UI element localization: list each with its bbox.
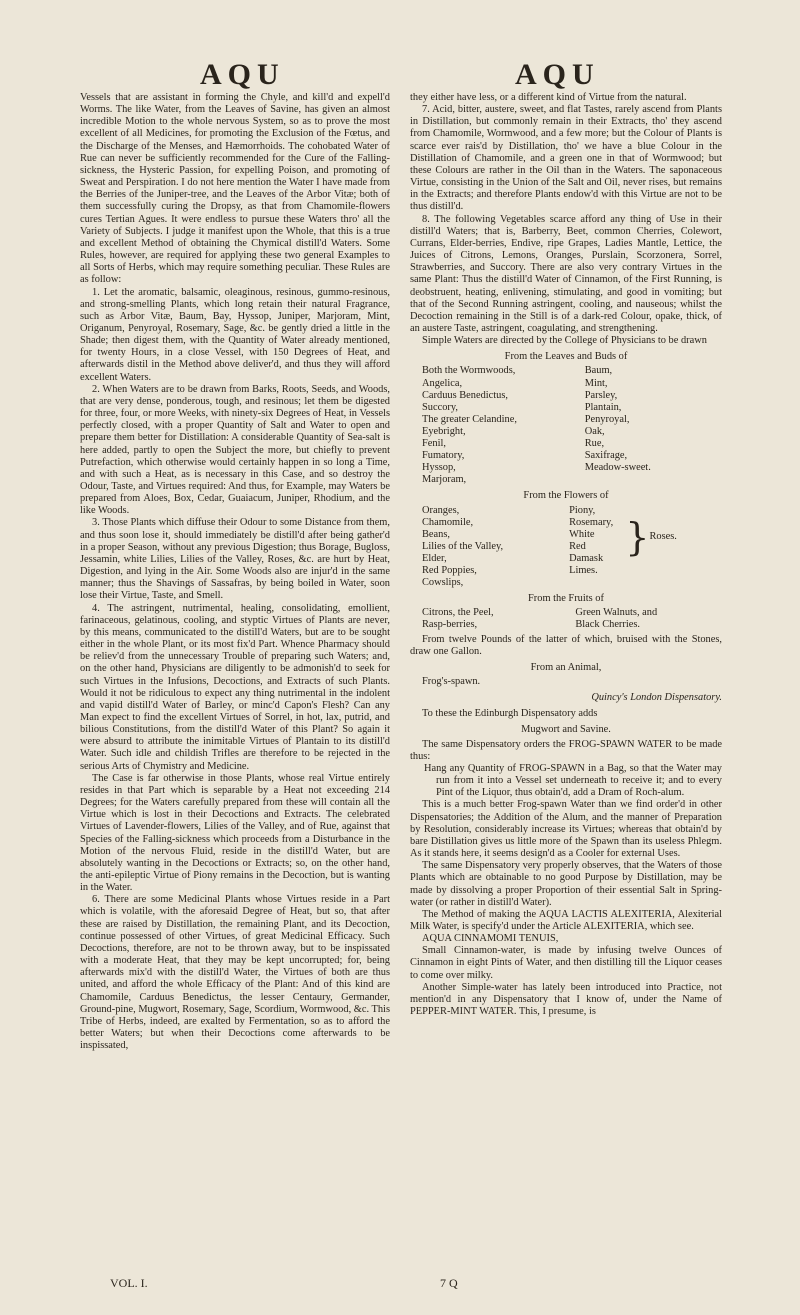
leaves-table xyxy=(410,365,722,486)
fruits-note: From twelve Pounds of the latter of which, bruised with the Stones, draw one Gallon. xyxy=(410,633,722,657)
list-item: Angelica, xyxy=(422,377,463,389)
paragraph: The same Dispensatory very properly observes, that the Waters of those Plants which are obtainable to no good Purpose by Distillation, may be made by dissolving a proper Proportion of their essential Salt in Spring-water (or rather in distill'd Water). xyxy=(410,860,722,908)
paragraph: they either have less, or a different kind of Virtue from the natural. xyxy=(410,92,687,103)
list-item: Rasp-berries, xyxy=(422,619,478,631)
list-item: Fumatory, xyxy=(422,450,465,462)
list-item: Oak, xyxy=(584,425,605,437)
list-item: Chamomile, xyxy=(422,516,474,528)
list-item: Eyebright, xyxy=(422,425,466,437)
list-item: Cowslips, xyxy=(422,577,464,589)
list-item: Hyssop, xyxy=(422,462,456,474)
list-item: Penyroyal, xyxy=(584,413,630,425)
frog-recipe: Hang any Quantity of FROG-SPAWN in a Bag, so that the Water may run from it into a Vessel set underneath to receive it; and to every Pint of the Liquor, thus obtain'd, add a Dram of Roch-alum. xyxy=(424,762,722,799)
list-item: Marjoram, xyxy=(422,474,467,486)
brace-symbol: } xyxy=(625,514,650,559)
paragraph: 3. Those Plants which diffuse their Odour to some Distance from them, and thus soon lose it, should immediately be distill'd after being gather'd in a proper Season, without any previous Digestion; thus Borage, Bugloss, Jessamin, white Lilies, Lilies of the Valley, Roses, &c. are hurt by Heat, Digestion, and lying in the Air. Some Woods also are injur'd in the same manner; thus the Shavings of Sassafras, by being boiled in Water, soon lose their Virtue, Taste, and Smell. xyxy=(80,517,390,602)
edinburgh-adds: Mugwort and Savine. xyxy=(521,724,611,736)
fruits-table xyxy=(410,607,722,631)
right-column xyxy=(410,92,722,1018)
paragraph: Vessels that are assistant in forming the Chyle, and kill'd and expell'd Worms. The like Water, from the Leaves of Savine, has given an almost incredible Motion to the whole nervous System, so as to prove the most excellent of all Medicines, for promoting the Exclusion of the Fœtus, and the Discharge of the Menses, and Hæmorrhoids. The cohobated Water of Rue can never be sufficiently recommended for the Cure of the Falling-sickness, the Hysteric Passion, for expelling Poison, and promoting of Sweat and Perspiration. I do not here mention the Water I have made from the Berries of the Juniper-tree, and the Leaves of the Arbor Vitæ; both of them successfully curing the Dropsy, as that from Chamomile-flowers cures Tertian Agues. It were endless to pursue these Waters thro' all the Variety of Subjects. I judge it manifest upon the Whole, that this is a true and excellent Method of obtaining the Chymical distill'd Waters. Some Rules, however, are required for applying these two general Examples to all Sorts of Herbs, which may require something peculiar. These Rules are as follow: xyxy=(80,92,390,286)
frog-intro: The same Dispensatory orders the FROG-SPAWN WATER to be made thus: xyxy=(410,738,722,762)
entry-heading: AQUA CINNAMOMI TENUIS, xyxy=(422,933,559,945)
paragraph: 6. There are some Medicinal Plants whose Virtues reside in a Part which is volatile, with the aforesaid Degree of Heat, but so, that after these are raised by Distillation, the remaining Plant, and its Decoction, continue possessed of other Virtues, of great Medicinal Efficacy. Such Decoctions, therefore, are not to be thrown away, but to be inspissated with a moderate Heat, that they may be kept uncorrupted; for, being afterwards mix'd with the distill'd Water, the Virtues of both are thus united, and afford the whole Efficacy of the Plant: And of this kind are Chamomile, Carduus Benedictus, the lesser Centaury, Germander, Ground-pine, Mugwort, Rosemary, Sage, Scordium, Wormwood, &c. This Tribe of Herbs, indeed, are exalted by Fermentation, so as to afford the better Waters; but when their Decoctions come afterwards to be inspissated, xyxy=(80,894,390,1052)
left-column xyxy=(80,92,390,1052)
list-item: Beans, xyxy=(422,528,450,540)
list-item: Parsley, xyxy=(584,389,618,401)
quincy-signature: Quincy's London Dispensatory. xyxy=(591,692,722,704)
running-head-right: AQU xyxy=(515,58,600,91)
list-item: Lilies of the Valley, xyxy=(422,540,504,552)
paragraph: This is a much better Frog-spawn Water than we find order'd in other Dispensatories; the Addition of the Alum, and the manner of Preparation by Resolution, considerably increase its Virtues; whereas that obtain'd by bare Distillation gives us little more of the Spawn than its useless Phlegm. As it stands here, it seems design'd as a Cooler for external Uses. xyxy=(410,799,722,860)
fruits-heading: From the Fruits of xyxy=(528,593,604,605)
paragraph: 7. Acid, bitter, austere, sweet, and flat Tastes, rarely ascend from Plants in Distillation, but commonly remain in their Extracts, tho' they ascend from Chamomile, Wormwood, and a few more; but the Colour of Plants is scarce ever rais'd by Distillation, tho' we have a blue Colour in the Distillation of Chamomile, and a green one in that of Wormwood; but these Colours are rather in the Oil than in the Waters. The saponaceous Virtue, consisting in the Union of the Salt and Oil, never rises, but remains in the Extracts; and therefore Plants endow'd with this Virtue are not to be thus distill'd. xyxy=(410,104,722,213)
volume-label: VOL. I. xyxy=(110,1276,148,1290)
paragraph: 4. The astringent, nutrimental, healing, consolidating, emollient, farinaceous, gelatinous, cooling, and styptic Virtues of Plants are never, by this means, communicated to the distill'd Waters, but are to be sought either in the whole Plant, or its most fix'd Part. Whence Pharmacy should be reliev'd from the unnecessary Trouble of preparing such Waters; and, on the other hand, Physicians are diligently to be admonish'd to seek for such Virtues in the Infusions, Decoctions, and Extracts of such Plants. Would it not be ridiculous to expect any thing nutrimental in the indolent and vapid distill'd Water of Barley, or minc'd Capon's Flesh? Can any Man expect to find the excellent Virtues of Sorrel, in hot, lax, putrid, and bilious Constitutions, from the distill'd Water of this Plant? So again it were absurd to attribute the inimitable Virtues of Plantain to its distill'd Water. Such idle and childish Trifles are therefore to be rejected in the serious Arts of Chymistry and Medicine. xyxy=(80,602,390,772)
animal-item: Frog's-spawn. xyxy=(422,676,481,687)
paragraph: Another Simple-water has lately been introduced into Practice, not mention'd in any Dispensatory that I know of, under the Name of PEPPER-MINT WATER. This, I presume, is xyxy=(410,981,722,1018)
list-item: The greater Celandine, xyxy=(422,413,517,425)
list-item: Plantain, xyxy=(584,401,622,413)
list-item: Black Cherries. xyxy=(575,619,640,631)
list-item: Damask xyxy=(569,552,604,564)
list-item: Red Poppies, xyxy=(422,565,477,576)
animal-heading: From an Animal, xyxy=(530,661,602,673)
paragraph: The Case is far otherwise in those Plants, whose real Virtue entirely resides in that Part which is separable by a Heat not exceeding 214 Degrees; for the Waters carefully prepared from these will contain all the Virtue which is lost in their Decoctions and Extracts. The celebrated Virtues of Lavender-flowers, Lilies of the Valley, and of Rue, against that Species of the Falling-sickness which proceeds from a Disturbance in the Motion of the nervous Fluid, reside in the distill'd Water, but are absolutely wanting in the Decoctions or Extracts; so, on the other hand, the anti-epileptic Virtue of Piony remains in the Decoction, but is wanting in the Water. xyxy=(80,772,390,894)
list-item: Red xyxy=(569,540,586,552)
edinburgh-line: To these the Edinburgh Dispensatory adds xyxy=(422,708,598,720)
paragraph: 1. Let the aromatic, balsamic, oleaginous, resinous, gummo-resinous, and strong-smelling Plants, which long retain their natural Fragrance, such as Arbor Vitæ, Baum, Bay, Hyssop, Juniper, Marjoram, Mint, Origanum, Penyroyal, Rosemary, Sage, &c. be gently dried a little in the Shade; then digest them, with the Quantity of Water already mentioned, for twenty Hours, in a close Vessel, with 150 Degrees of Heat, and afterwards distil in the Method above deliver'd, and thus they will afford excellent Waters. xyxy=(80,286,390,383)
list-item: Citrons, the Peel, xyxy=(422,607,494,619)
roses-label: Roses. xyxy=(649,530,677,542)
list-item: White xyxy=(569,528,595,540)
list-item: Carduus Benedictus, xyxy=(422,389,508,401)
list-item: Baum, xyxy=(584,365,613,377)
flowers-heading: From the Flowers of xyxy=(523,490,609,502)
leaves-heading: From the Leaves and Buds of xyxy=(504,351,628,363)
list-item: Fenil, xyxy=(422,438,446,449)
running-head-left: AQU xyxy=(200,58,285,91)
list-item: Green Walnuts, and xyxy=(575,607,658,619)
list-item: Both the Wormwoods, xyxy=(422,365,516,377)
list-item: Elder, xyxy=(422,552,447,564)
list-item: Limes. xyxy=(569,565,598,576)
paragraph: The Method of making the AQUA LACTIS ALEXITERIA, Alexiterial Milk Water, is specify'd under the Article ALEXITERIA, which see. xyxy=(410,908,722,932)
list-item: Rue, xyxy=(584,438,605,449)
list-item: Oranges, xyxy=(422,504,460,516)
paragraph: Simple Waters are directed by the College of Physicians to be drawn xyxy=(422,335,707,347)
paragraph: 2. When Waters are to be drawn from Barks, Roots, Seeds, and Woods, that are very dense, ponderous, tough, and resinous; let them be digested for three, four, or more Weeks, with ninety-six Degrees of Heat, in Vessels perfectly closed, with a proper Quantity of Salt and Water to open and prepare them better for Distillation: A considerable Quantity of Sea-salt is here added, partly to open the Subject the more, but chiefly to prevent Putrefaction, which otherwise would certainly happen in so long a Time, and with such a Heat, as is necessary in this Case, and so destroy the Odour, Taste, and Virtues required: And thus, for Example, may Waters be prepared from Aloes, Box, Cedar, Guaiacum, Juniper, Rhodium, and the like Woods. xyxy=(80,383,390,517)
signature-mark: 7 Q xyxy=(440,1276,458,1290)
list-item: Piony, xyxy=(569,504,596,516)
list-item: Saxifrage, xyxy=(584,450,628,462)
flowers-table xyxy=(410,505,722,590)
list-item: Succory, xyxy=(422,401,458,413)
list-item: Rosemary, xyxy=(569,516,614,528)
paragraph: Small Cinnamon-water, is made by infusing twelve Ounces of Cinnamon in eight Pints of Water, and then distilling till the Liquor ceases to come over milky. xyxy=(410,945,722,981)
paragraph: 8. The following Vegetables scarce afford any thing of Use in their distill'd Waters; that is, Barberry, Beet, common Cherries, Colewort, Currans, Elder-berries, Endive, ripe Grapes, Ladies Mantle, Lettice, the Juices of Citrons, Lemons, Oranges, Purslain, Scorzonera, Sorrel, Strawberries, and Succory. There are also very contrary Virtues in the same Plant: Thus the distill'd Water of Cinnamon, of the First Running, is deobstruent, heating, enlivening, stimulating, and good in vomiting; but that of the Second Running astringent, cooling, and nauseous; whilst the Decoction remaining in the Still is of a dark-red Colour, opake, thick, of an austere Taste, astringent, coagulating, and strengthening. xyxy=(410,213,722,334)
list-item: Meadow-sweet. xyxy=(584,462,651,474)
list-item: Mint, xyxy=(584,377,608,389)
